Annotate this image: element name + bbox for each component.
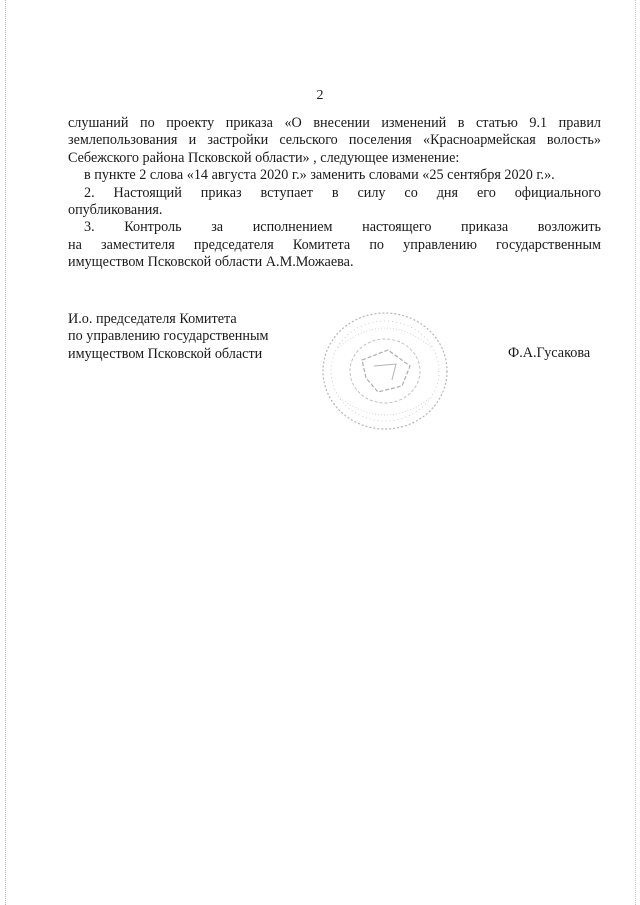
official-seal-icon [318,308,452,434]
position-line: по управлению государственным [68,328,269,345]
amendment-line: в пункте 2 слова «14 августа 2020 г.» заменить словами «25 сентября 2020 г.». [84,167,555,184]
body-line: слушаний по проекту приказа «О внесении изменений в статью 9.1 правил [68,115,601,131]
body-line: Себежского района Псковской области» , следующее изменение: [68,149,460,166]
clause-2: 2. Настоящий приказ вступает в силу со дня его официального [84,184,601,201]
signatory-name: Ф.А.Гусакова [508,345,591,361]
signatory-position [68,311,268,363]
clause-2-continuation: опубликования. [68,202,163,219]
order-body [68,115,601,272]
scan-edge-left [5,0,6,905]
clause-3-continuation: на заместителя председателя Комитета по управлению государственным [68,236,601,253]
clause-3: 3. Контроль за исполнением настоящего приказа возложить [84,219,601,236]
scan-edge-right [635,0,636,905]
position-line: И.о. председателя Комитета [68,311,237,327]
page-number: 2 [316,88,324,103]
clause-3-continuation: имуществом Псковской области А.М.Можаева. [68,254,354,271]
position-line: имуществом Псковской области [68,345,263,362]
body-line: землепользования и застройки сельского поселения «Красноармейская волость» [68,132,601,149]
